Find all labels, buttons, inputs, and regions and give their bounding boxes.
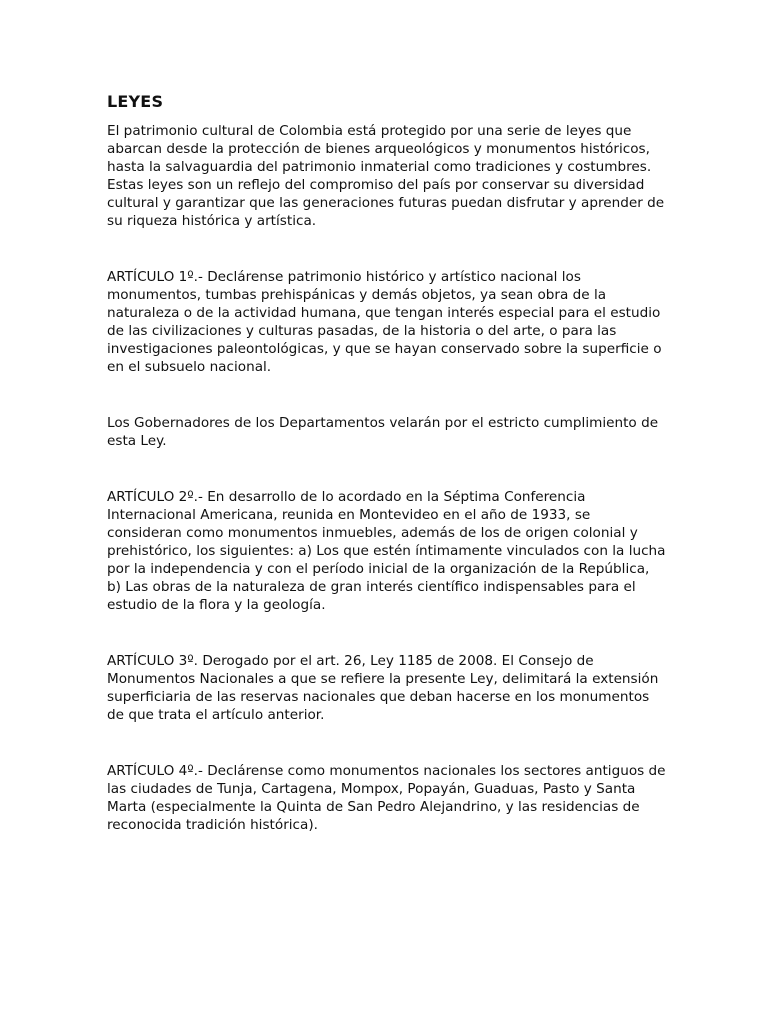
article-3-paragraph: ARTÍCULO 3º. Derogado por el art. 26, Ley 1185 de 2008. El Consejo de Monumentos Nacionales a que se refiere la presente Ley, delimitará la extensión superficiaria de las reservas nacionales que deban hacerse en los monumentos de que trata el artículo anterior. (107, 653, 659, 723)
article-1-paragraph: ARTÍCULO 1º.- Declárense patrimonio histórico y artístico nacional los monumentos, tumbas prehispánicas y demás objetos, ya sean obra de la naturaleza o de la actividad humana, que tengan interés especial para el estudio de las civilizaciones y culturas pasadas, de la historia o del arte, o para las investigaciones paleontológicas, y que se hayan conservado sobre la superficie o en el subsuelo nacional. (107, 269, 662, 375)
document-body (107, 92, 667, 834)
intro-paragraph: El patrimonio cultural de Colombia está protegido por una serie de leyes que abarcan desde la protección de bienes arqueológicos y monumentos históricos, hasta la salvaguardia del patrimonio inmaterial como tradiciones y costumbres. Estas leyes son un reflejo del compromiso del país por conservar su diversidad cultural y garantizar que las generaciones futuras puedan disfrutar y aprender de su riqueza histórica y artística. (107, 123, 665, 229)
article-4-paragraph: ARTÍCULO 4º.- Declárense como monumentos nacionales los sectores antiguos de las ciudades de Tunja, Cartagena, Mompox, Popayán, Guaduas, Pasto y Santa Marta (especialmente la Quinta de San Pedro Alejandrino, y las residencias de reconocida tradición histórica). (107, 763, 666, 833)
governors-paragraph: Los Gobernadores de los Departamentos velarán por el estricto cumplimiento de esta Ley. (107, 415, 659, 449)
article-2-paragraph: ARTÍCULO 2º.- En desarrollo de lo acordado en la Séptima Conferencia Internacional Americana, reunida en Montevideo en el año de 1933, se consideran como monumentos inmuebles, además de los de origen colonial y prehistórico, los siguientes: a) Los que estén íntimamente vinculados con la lucha por la independencia y con el período inicial de la organización de la República, b) Las obras de la naturaleza de gran interés científico indispensables para el estudio de la flora y la geología. (107, 489, 666, 613)
page-title: LEYES (107, 92, 164, 111)
